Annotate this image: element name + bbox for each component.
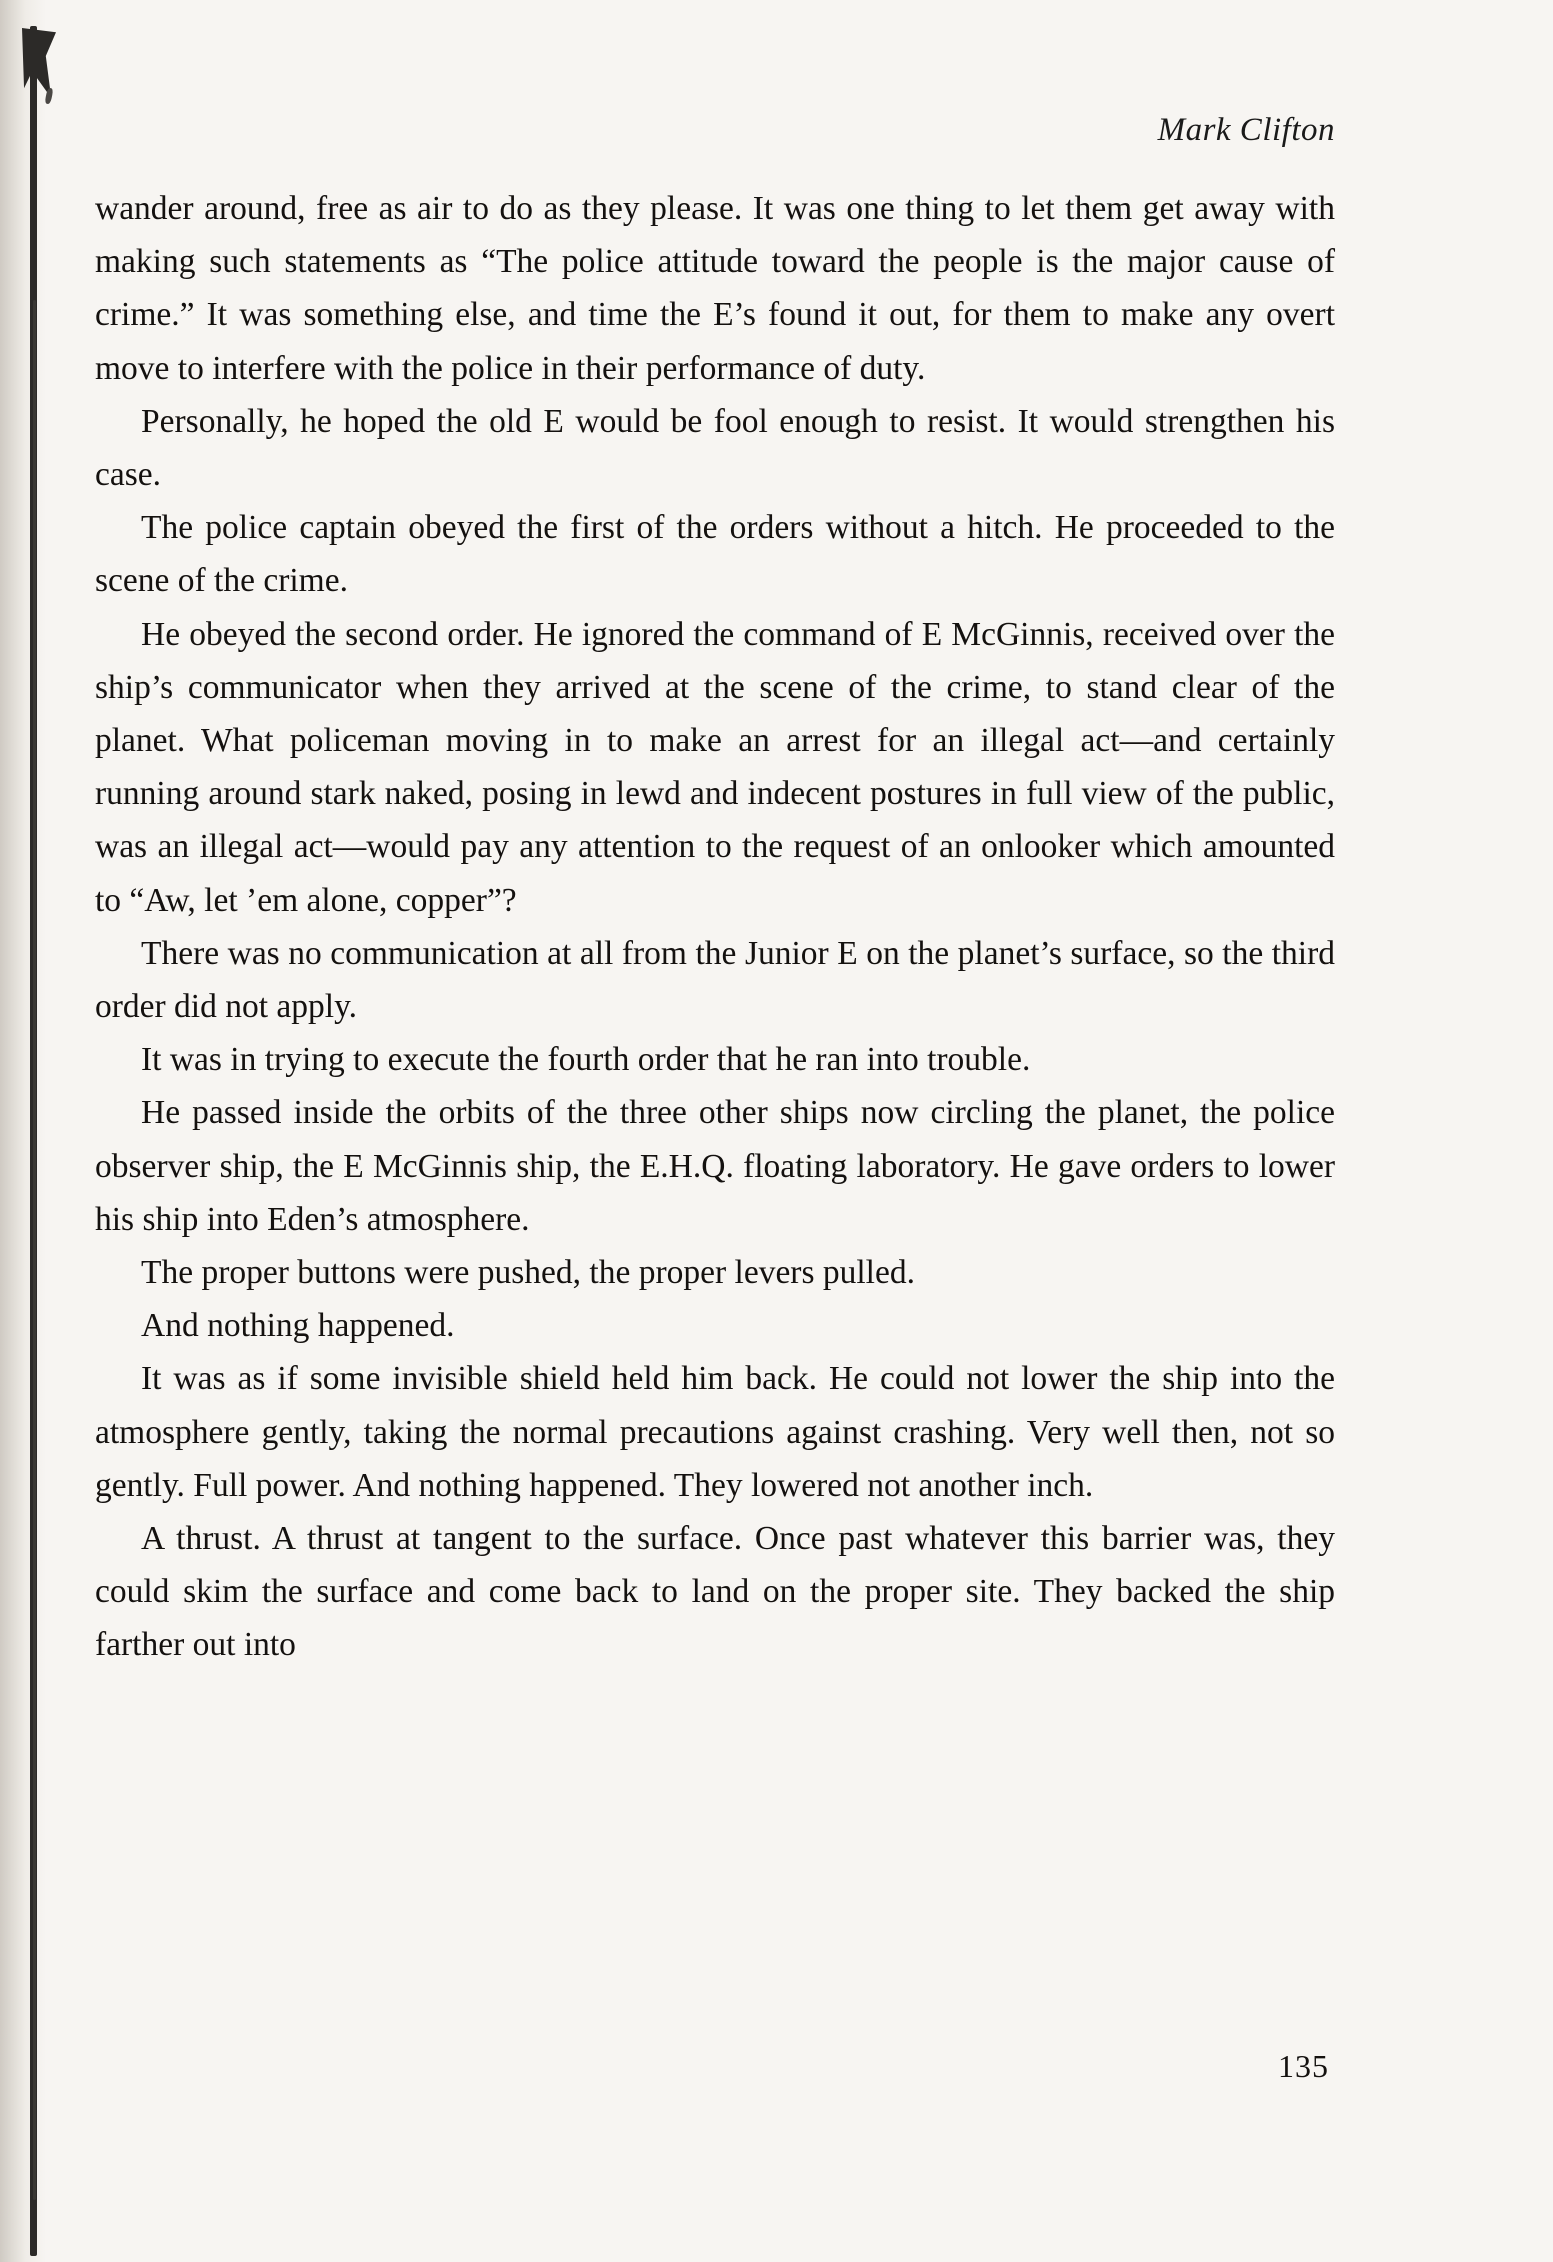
scan-edge-shadow	[0, 0, 46, 2262]
paragraph: The proper buttons were pushed, the proper levers pulled.	[141, 1254, 915, 1292]
paragraph: wander around, free as air to do as they please. It was one thing to let them get away with making such statements as “The police attitude toward the people is the major cause of crime.” It was something else, and time the E’s found it out, for them to make any overt move to interfere with the police in their performance of duty.	[95, 190, 1335, 387]
page-content	[95, 0, 1335, 2262]
paragraph: It was as if some invisible shield held him back. He could not lower the ship into the atmosphere gently, taking the normal precautions against crashing. Very well then, not so gently. Full power. And nothing happened. They lowered not another inch.	[95, 1360, 1335, 1504]
paragraph: It was in trying to execute the fourth order that he ran into trouble.	[141, 1041, 1031, 1079]
paragraph: The police captain obeyed the first of the orders without a hitch. He proceeded to the scene of the crime.	[95, 509, 1335, 600]
body-text	[95, 182, 1335, 1672]
paragraph: Personally, he hoped the old E would be fool enough to resist. It would strengthen his case.	[95, 402, 1335, 494]
running-head: Mark Clifton	[1157, 112, 1335, 148]
page-number: 135	[1278, 2048, 1329, 2084]
paragraph: There was no communication at all from the Junior E on the planet’s surface, so the third order did not apply.	[95, 934, 1335, 1026]
paragraph: He passed inside the orbits of the three other ships now circling the planet, the police observer ship, the E McGinnis ship, the E.H.Q. floating laboratory. He gave orders to lower his ship into Eden’s atmosphere.	[95, 1094, 1335, 1238]
scan-gutter-mark-thin	[33, 300, 36, 2200]
paragraph: A thrust. A thrust at tangent to the surface. Once past whatever this barrier was, they could skim the surface and come back to land on the proper site. They backed the ship farther out into	[95, 1520, 1335, 1664]
paragraph: He obeyed the second order. He ignored the command of E McGinnis, received over the ship’s communicator when they arrived at the scene of the crime, to stand clear of the planet. What policeman moving in to make an arrest for an illegal act—and certainly running around stark naked, posing in lewd and indecent postures in full view of the public, was an illegal act—would pay any attention to the request of an onlooker which amounted to “Aw, let ’em alone, copper”?	[95, 615, 1335, 919]
paragraph: And nothing happened.	[141, 1307, 455, 1345]
